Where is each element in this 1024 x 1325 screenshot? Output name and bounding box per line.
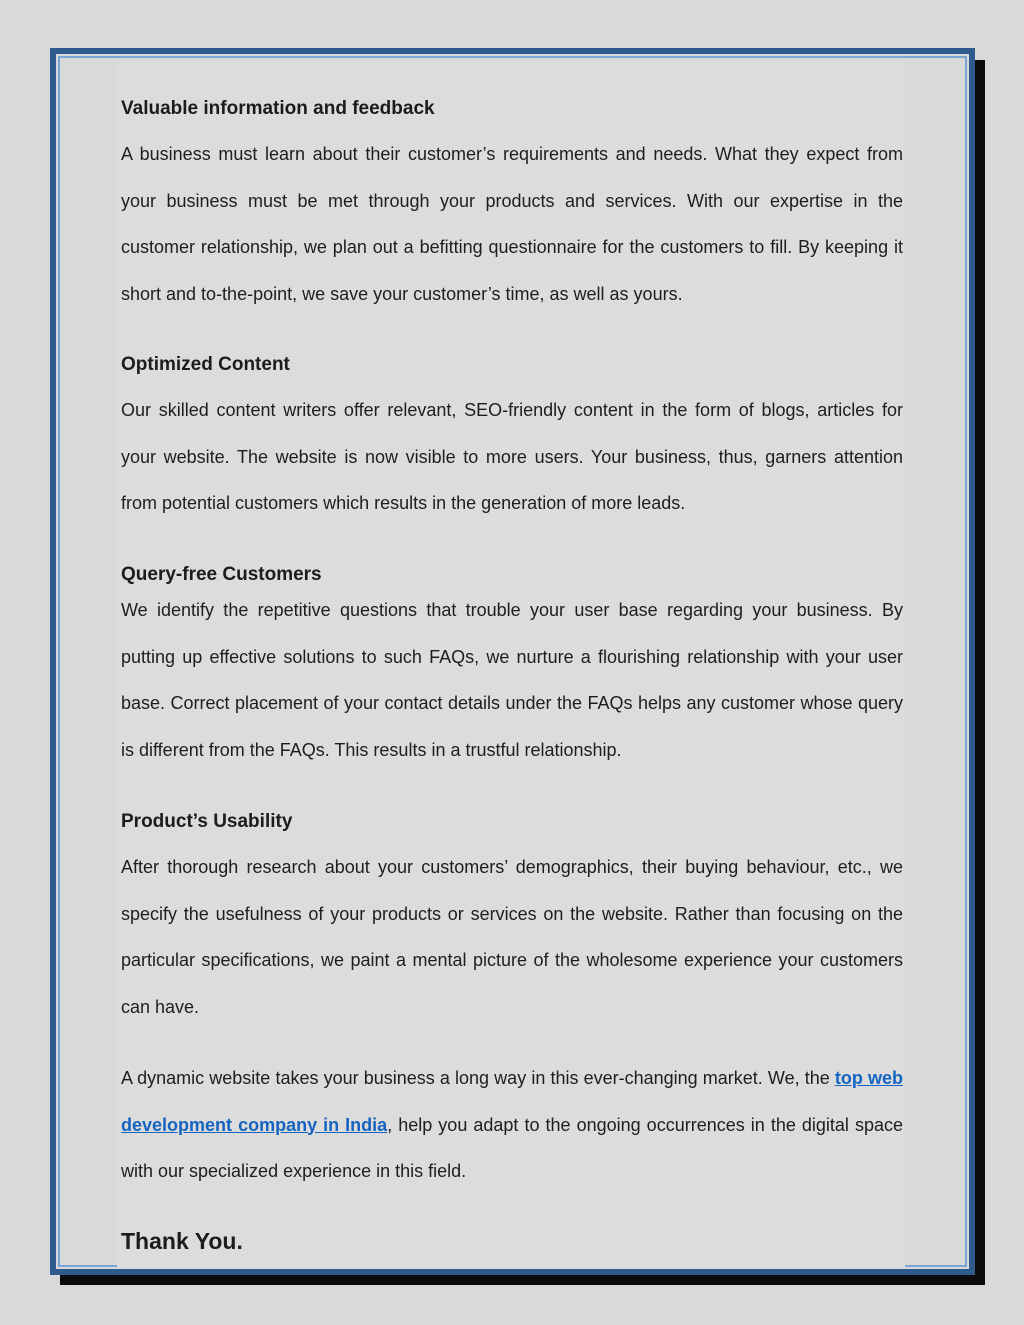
section-products-usability [121, 810, 903, 1030]
closing-paragraph-block [121, 1055, 903, 1195]
section-heading: Query-free Customers [121, 564, 322, 585]
thank-you-heading: Thank You. [121, 1228, 243, 1254]
section-paragraph: Our skilled content writers offer relevant, SEO-friendly content in the form of blogs, articles for your website. The website is now visible to more users. Your business, thus, garners attention from potential customers which results in the generation of more leads. [121, 400, 903, 513]
web-development-company-link[interactable]: top web development company in India [121, 1068, 903, 1135]
closing-paragraph [121, 1055, 903, 1195]
section-heading: Optimized Content [121, 354, 290, 375]
section-paragraph: After thorough research about your customers’ demographics, their buying behaviour, etc., we specify the usefulness of your products or services on the website. Rather than focusing on the particular specifications, we paint a mental picture of the wholesome experience your customers can have. [121, 857, 903, 1017]
section-paragraph: A business must learn about their customer’s requirements and needs. What they expect from your business must be met through your products and services. With our expertise in the customer relationship, we plan out a befitting questionnaire for the customers to fill. By keeping it short and to-the-point, we save your customer’s time, as well as yours. [121, 144, 903, 304]
closing-text-after-link: , help you adapt to the ongoing occurrences in the digital space with our specialized experience in this field. [121, 1114, 903, 1181]
section-paragraph: We identify the repetitive questions that trouble your user base regarding your business. By putting up effective solutions to such FAQs, we nurture a flourishing relationship with your user base. Correct placement of your contact details under the FAQs helps any customer whose query is different from the FAQs. This results in a trustful relationship. [121, 600, 903, 760]
section-valuable-information [121, 97, 903, 317]
closing-text-before-link: A dynamic website takes your business a long way in this ever-changing market. We, the [121, 1068, 835, 1088]
section-optimized-content [121, 353, 903, 527]
section-heading: Valuable information and feedback [121, 98, 435, 119]
thank-you-block [121, 1228, 903, 1255]
section-query-free-customers [121, 563, 903, 773]
section-heading: Product’s Usability [121, 811, 293, 832]
